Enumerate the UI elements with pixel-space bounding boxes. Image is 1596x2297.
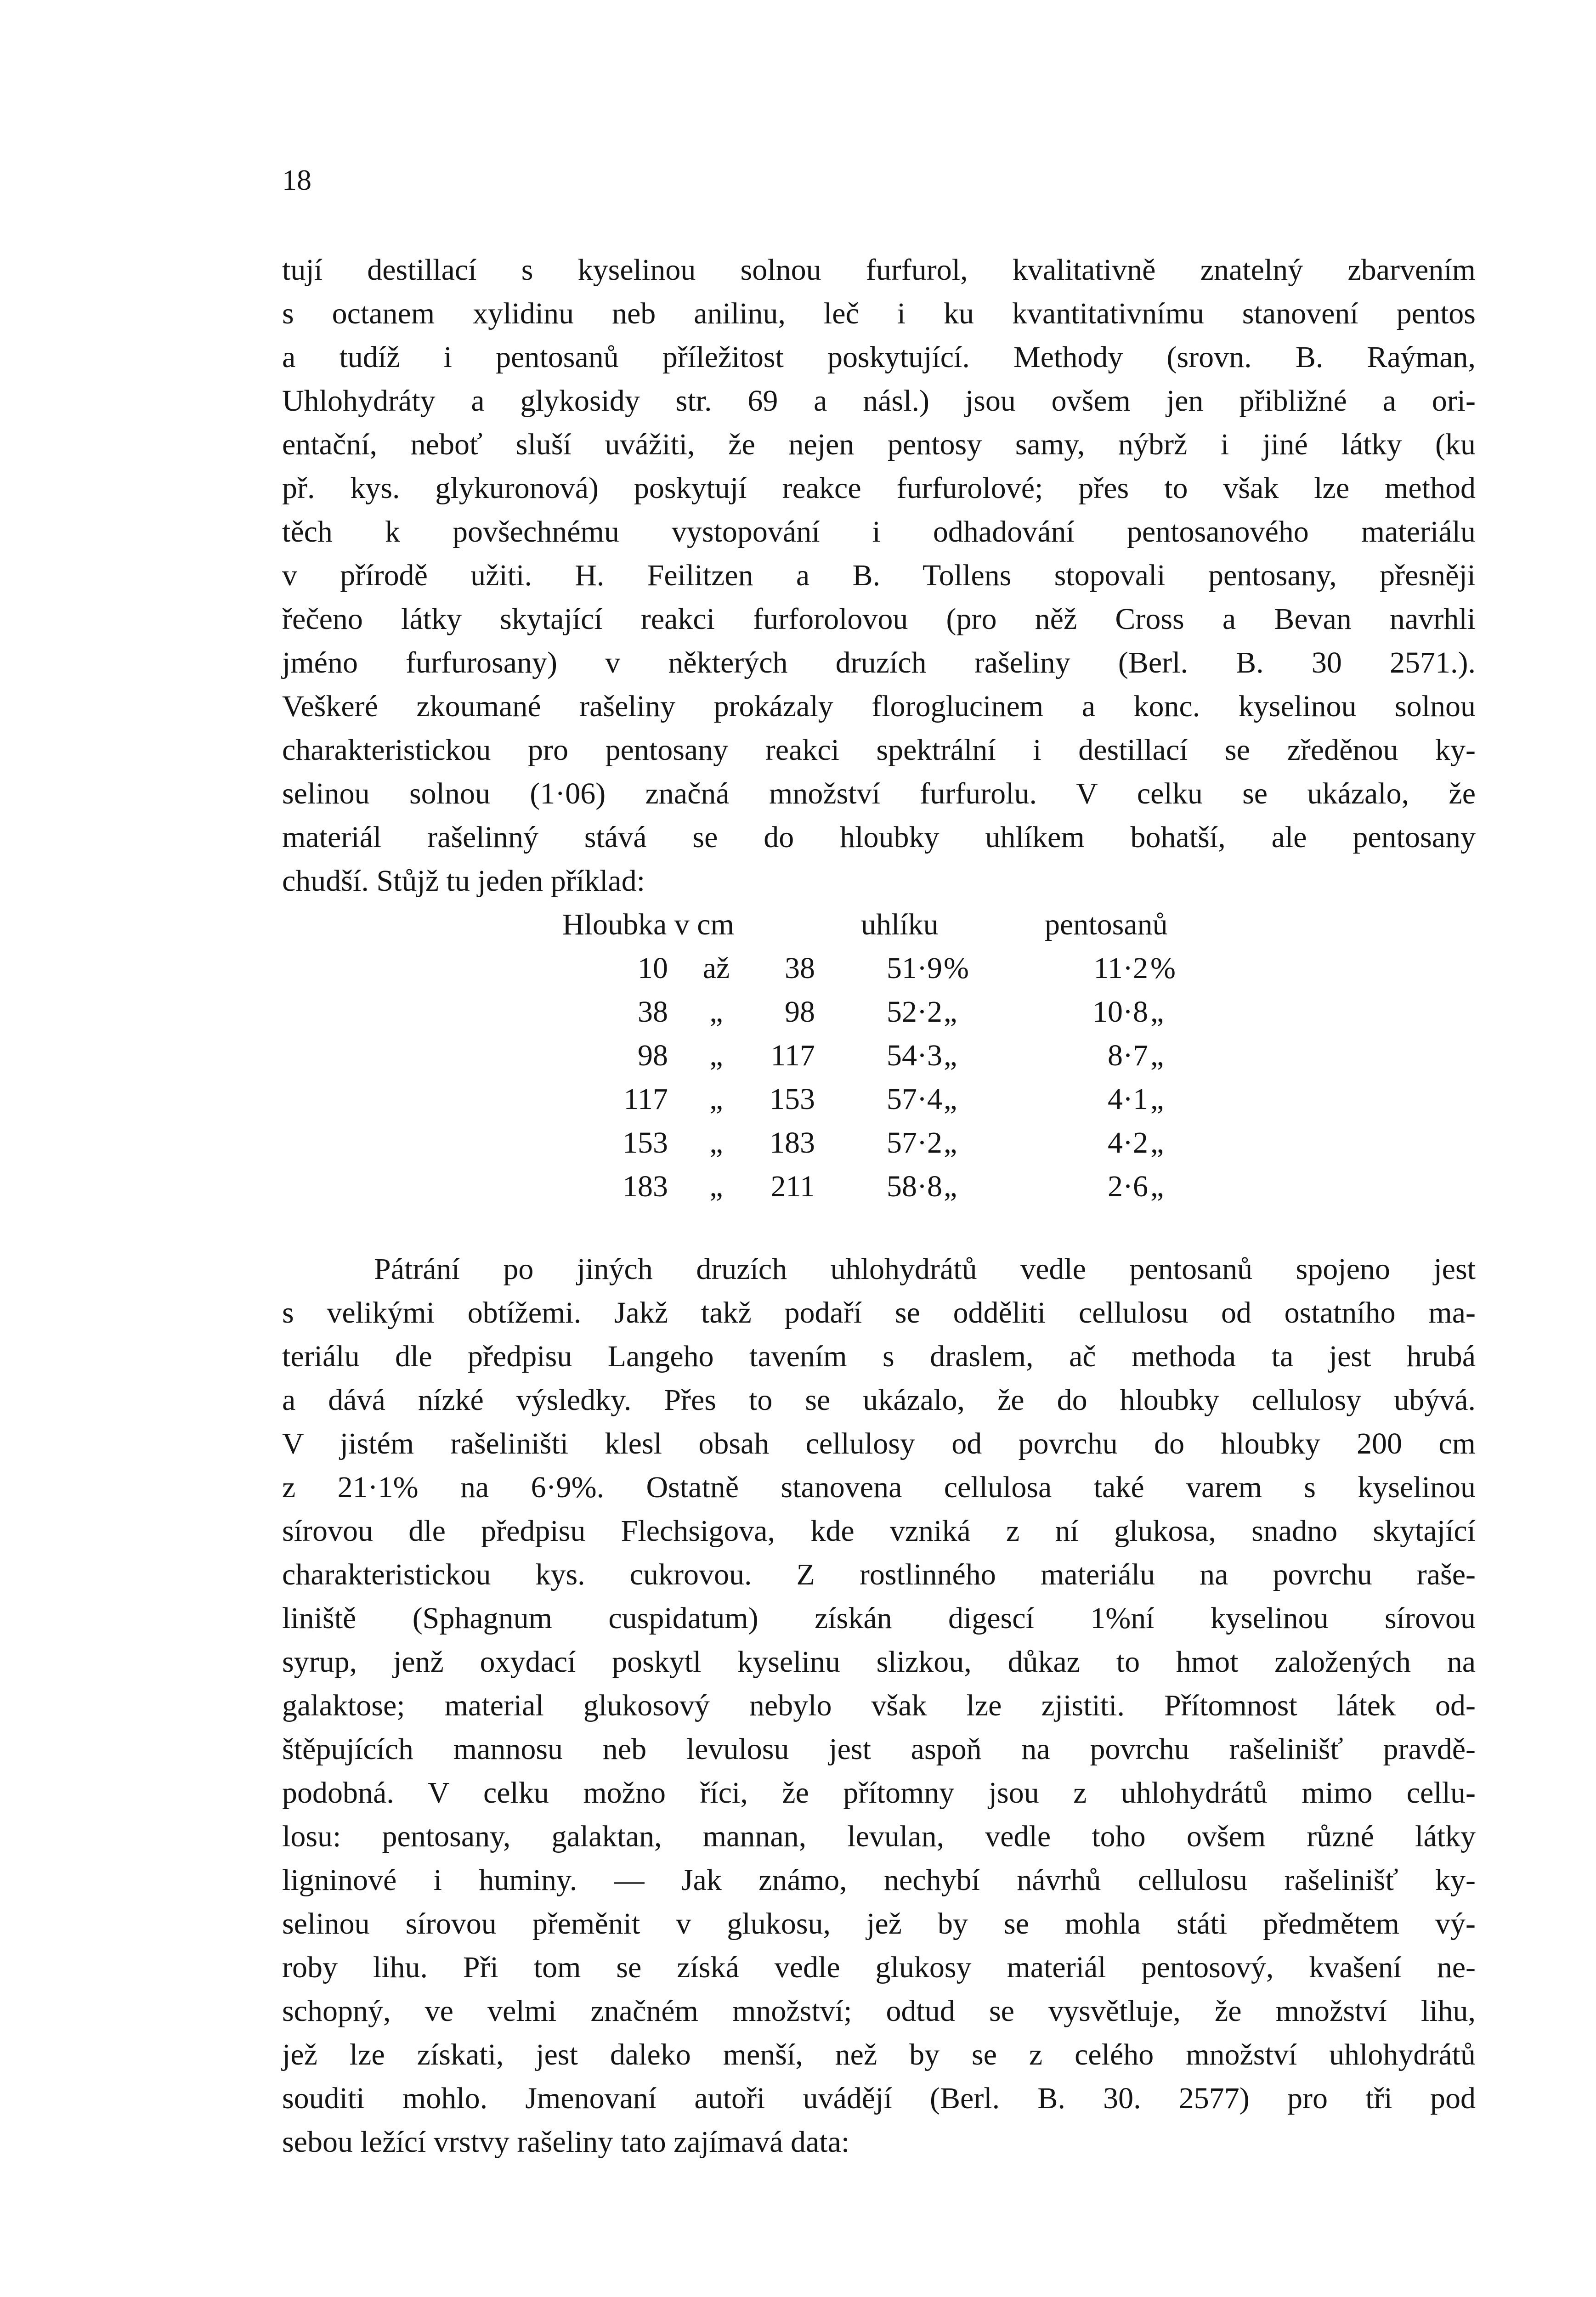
document-body [282, 248, 1476, 2164]
text-line: podobná. V celku možno říci, že přítomny jsou z uhlohydrátů mimo cellu- [282, 1776, 1476, 1810]
text-line: s octanem xylidinu neb anilinu, leč i ku kvantitativnímu stanovení pentos [282, 297, 1476, 330]
depth-separator: až [702, 951, 730, 985]
carbon-unit: „ [944, 1039, 957, 1072]
text-line: entační, neboť sluší uvážiti, že nejen pentosy samy, nýbrž i jiné látky (ku [282, 428, 1476, 461]
depth-separator: „ [709, 1126, 723, 1160]
text-line: a tudíž i pentosanů příležitost poskytující. Methody (srovn. B. Raýman, [282, 340, 1476, 374]
carbon-unit: „ [944, 1126, 957, 1160]
text-line: selinou sírovou přeměnit v glukosu, jež by se mohla státi předmětem vý- [282, 1907, 1476, 1941]
pentosan-unit: % [1150, 951, 1176, 985]
text-line: selinou solnou (1·06) značná množství furfurolu. V celku se ukázalo, že [282, 777, 1476, 810]
text-line: štěpujících mannosu neb levulosu jest aspoň na povrchu rašelinišť pravdě- [282, 1732, 1476, 1766]
text-line: galaktose; material glukosový nebylo však lze zjistiti. Přítomnost látek od- [282, 1689, 1476, 1722]
carbon-value: 52·2 [887, 995, 942, 1029]
depth-to: 211 [770, 1170, 815, 1203]
text-line: V jistém rašeliništi klesl obsah cellulosy od povrchu do hloubky 200 cm [282, 1427, 1476, 1460]
text-line: Veškeré zkoumané rašeliny prokázaly floroglucinem a konc. kyselinou solnou [282, 690, 1476, 723]
text-line: z 21·1% na 6·9%. Ostatně stanovena cellulosa také varem s kyselinou [282, 1471, 1476, 1504]
text-line: syrup, jenž oxydací poskytl kyselinu slizkou, důkaz to hmot založených na [282, 1645, 1476, 1679]
depth-from: 117 [623, 1082, 668, 1116]
text-line: jež lze získati, jest daleko menší, než by se z celého množství uhlohydrátů [282, 2038, 1476, 2071]
pentosan-unit: „ [1150, 995, 1164, 1029]
pentosan-value: 4·1 [1108, 1082, 1148, 1116]
text-line: sírovou dle předpisu Flechsigova, kde vzniká z ní glukosa, snadno skytající [282, 1514, 1476, 1548]
depth-to: 38 [785, 951, 815, 985]
header-pentosan: pentosanů [1045, 908, 1168, 941]
depth-to: 98 [785, 995, 815, 1029]
carbon-unit: „ [944, 995, 957, 1029]
text-line: jméno furfurosany) v některých druzích rašeliny (Berl. B. 30 2571.). [282, 646, 1476, 679]
text-line: charakteristickou kys. cukrovou. Z rostlinného materiálu na povrchu raše- [282, 1558, 1476, 1591]
pentosan-unit: „ [1150, 1039, 1164, 1072]
pentosan-value: 4·2 [1108, 1126, 1148, 1160]
text-line: roby lihu. Při tom se získá vedle glukosy materiál pentosový, kvašení ne- [282, 1951, 1476, 1984]
text-line: teriálu dle předpisu Langeho tavením s draslem, ač methoda ta jest hrubá [282, 1340, 1476, 1373]
text-line: v přírodě užiti. H. Feilitzen a B. Tollens stopovali pentosany, přesněji [282, 559, 1476, 592]
depth-from: 98 [638, 1039, 668, 1072]
pentosan-unit: „ [1150, 1126, 1164, 1160]
text-line: souditi mohlo. Jmenovaní autoři uvádějí (Berl. B. 30. 2577) pro tři pod [282, 2082, 1476, 2115]
depth-composition-table [282, 903, 1476, 1247]
carbon-value: 57·2 [887, 1126, 942, 1160]
pentosan-unit: „ [1150, 1082, 1164, 1116]
text-line: Uhlohydráty a glykosidy str. 69 a násl.) jsou ovšem jen přibližné a ori- [282, 384, 1476, 418]
text-line: tují destillací s kyselinou solnou furfurol, kvalitativně znatelný zbarvením [282, 253, 1476, 287]
text-line: charakteristickou pro pentosany reakci spektrální i destillací se zředěnou ky- [282, 733, 1476, 767]
text-line: ligninové i huminy. — Jak známo, nechybí návrhů cellulosu rašelinišť ky- [282, 1863, 1476, 1897]
text-line: liniště (Sphagnum cuspidatum) získán digescí 1%ní kyselinou sírovou [282, 1601, 1476, 1635]
text-line: s velikými obtížemi. Jakž takž podaří se odděliti cellulosu od ostatního ma- [282, 1296, 1476, 1330]
text-line: schopný, ve velmi značném množství; odtud se vysvětluje, že množství lihu, [282, 1994, 1476, 2028]
paragraph-1 [282, 248, 1476, 903]
text-line: materiál rašelinný stává se do hloubky uhlíkem bohatší, ale pentosany [282, 820, 1476, 854]
carbon-value: 51·9 [887, 951, 942, 985]
pentosan-value: 2·6 [1108, 1170, 1148, 1203]
depth-separator: „ [709, 995, 723, 1029]
depth-to: 117 [770, 1039, 815, 1072]
pentosan-value: 8·7 [1108, 1039, 1148, 1072]
depth-to: 183 [770, 1126, 815, 1160]
carbon-unit: „ [944, 1082, 957, 1116]
carbon-unit: % [944, 951, 969, 985]
depth-separator: „ [709, 1039, 723, 1072]
text-line: těch k povšechnému vystopování i odhadování pentosanového materiálu [282, 515, 1476, 549]
carbon-value: 54·3 [887, 1039, 942, 1072]
pentosan-value: 10·8 [1092, 995, 1148, 1029]
depth-from: 153 [623, 1126, 668, 1160]
text-line: chudší. Stůjž tu jeden příklad: [282, 864, 645, 898]
page-number: 18 [282, 164, 311, 196]
depth-to: 153 [770, 1082, 815, 1116]
header-carbon: uhlíku [861, 908, 939, 941]
text-line: př. kys. glykuronová) poskytují reakce furfurolové; přes to však lze method [282, 471, 1476, 505]
text-line: a dává nízké výsledky. Přes to se ukázalo, že do hloubky cellulosy ubývá. [282, 1383, 1476, 1417]
paragraph-2 [282, 1247, 1476, 2164]
pentosan-value: 11·2 [1093, 951, 1148, 985]
depth-separator: „ [709, 1170, 723, 1203]
depth-from: 10 [638, 951, 668, 985]
depth-from: 183 [623, 1170, 668, 1203]
pentosan-unit: „ [1150, 1170, 1164, 1203]
depth-from: 38 [638, 995, 668, 1029]
carbon-value: 58·8 [887, 1170, 942, 1203]
text-line: řečeno látky skytající reakci furforolovou (pro něž Cross a Bevan navrhli [282, 602, 1476, 636]
depth-separator: „ [709, 1082, 723, 1116]
carbon-value: 57·4 [887, 1082, 942, 1116]
text-line: losu: pentosany, galaktan, mannan, levulan, vedle toho ovšem různé látky [282, 1820, 1476, 1853]
carbon-unit: „ [944, 1170, 957, 1203]
header-depth: Hloubka v cm [562, 908, 734, 941]
text-line: Pátrání po jiných druzích uhlohydrátů vedle pentosanů spojeno jest [374, 1252, 1476, 1286]
text-line: sebou ležící vrstvy rašeliny tato zajímavá data: [282, 2125, 850, 2159]
